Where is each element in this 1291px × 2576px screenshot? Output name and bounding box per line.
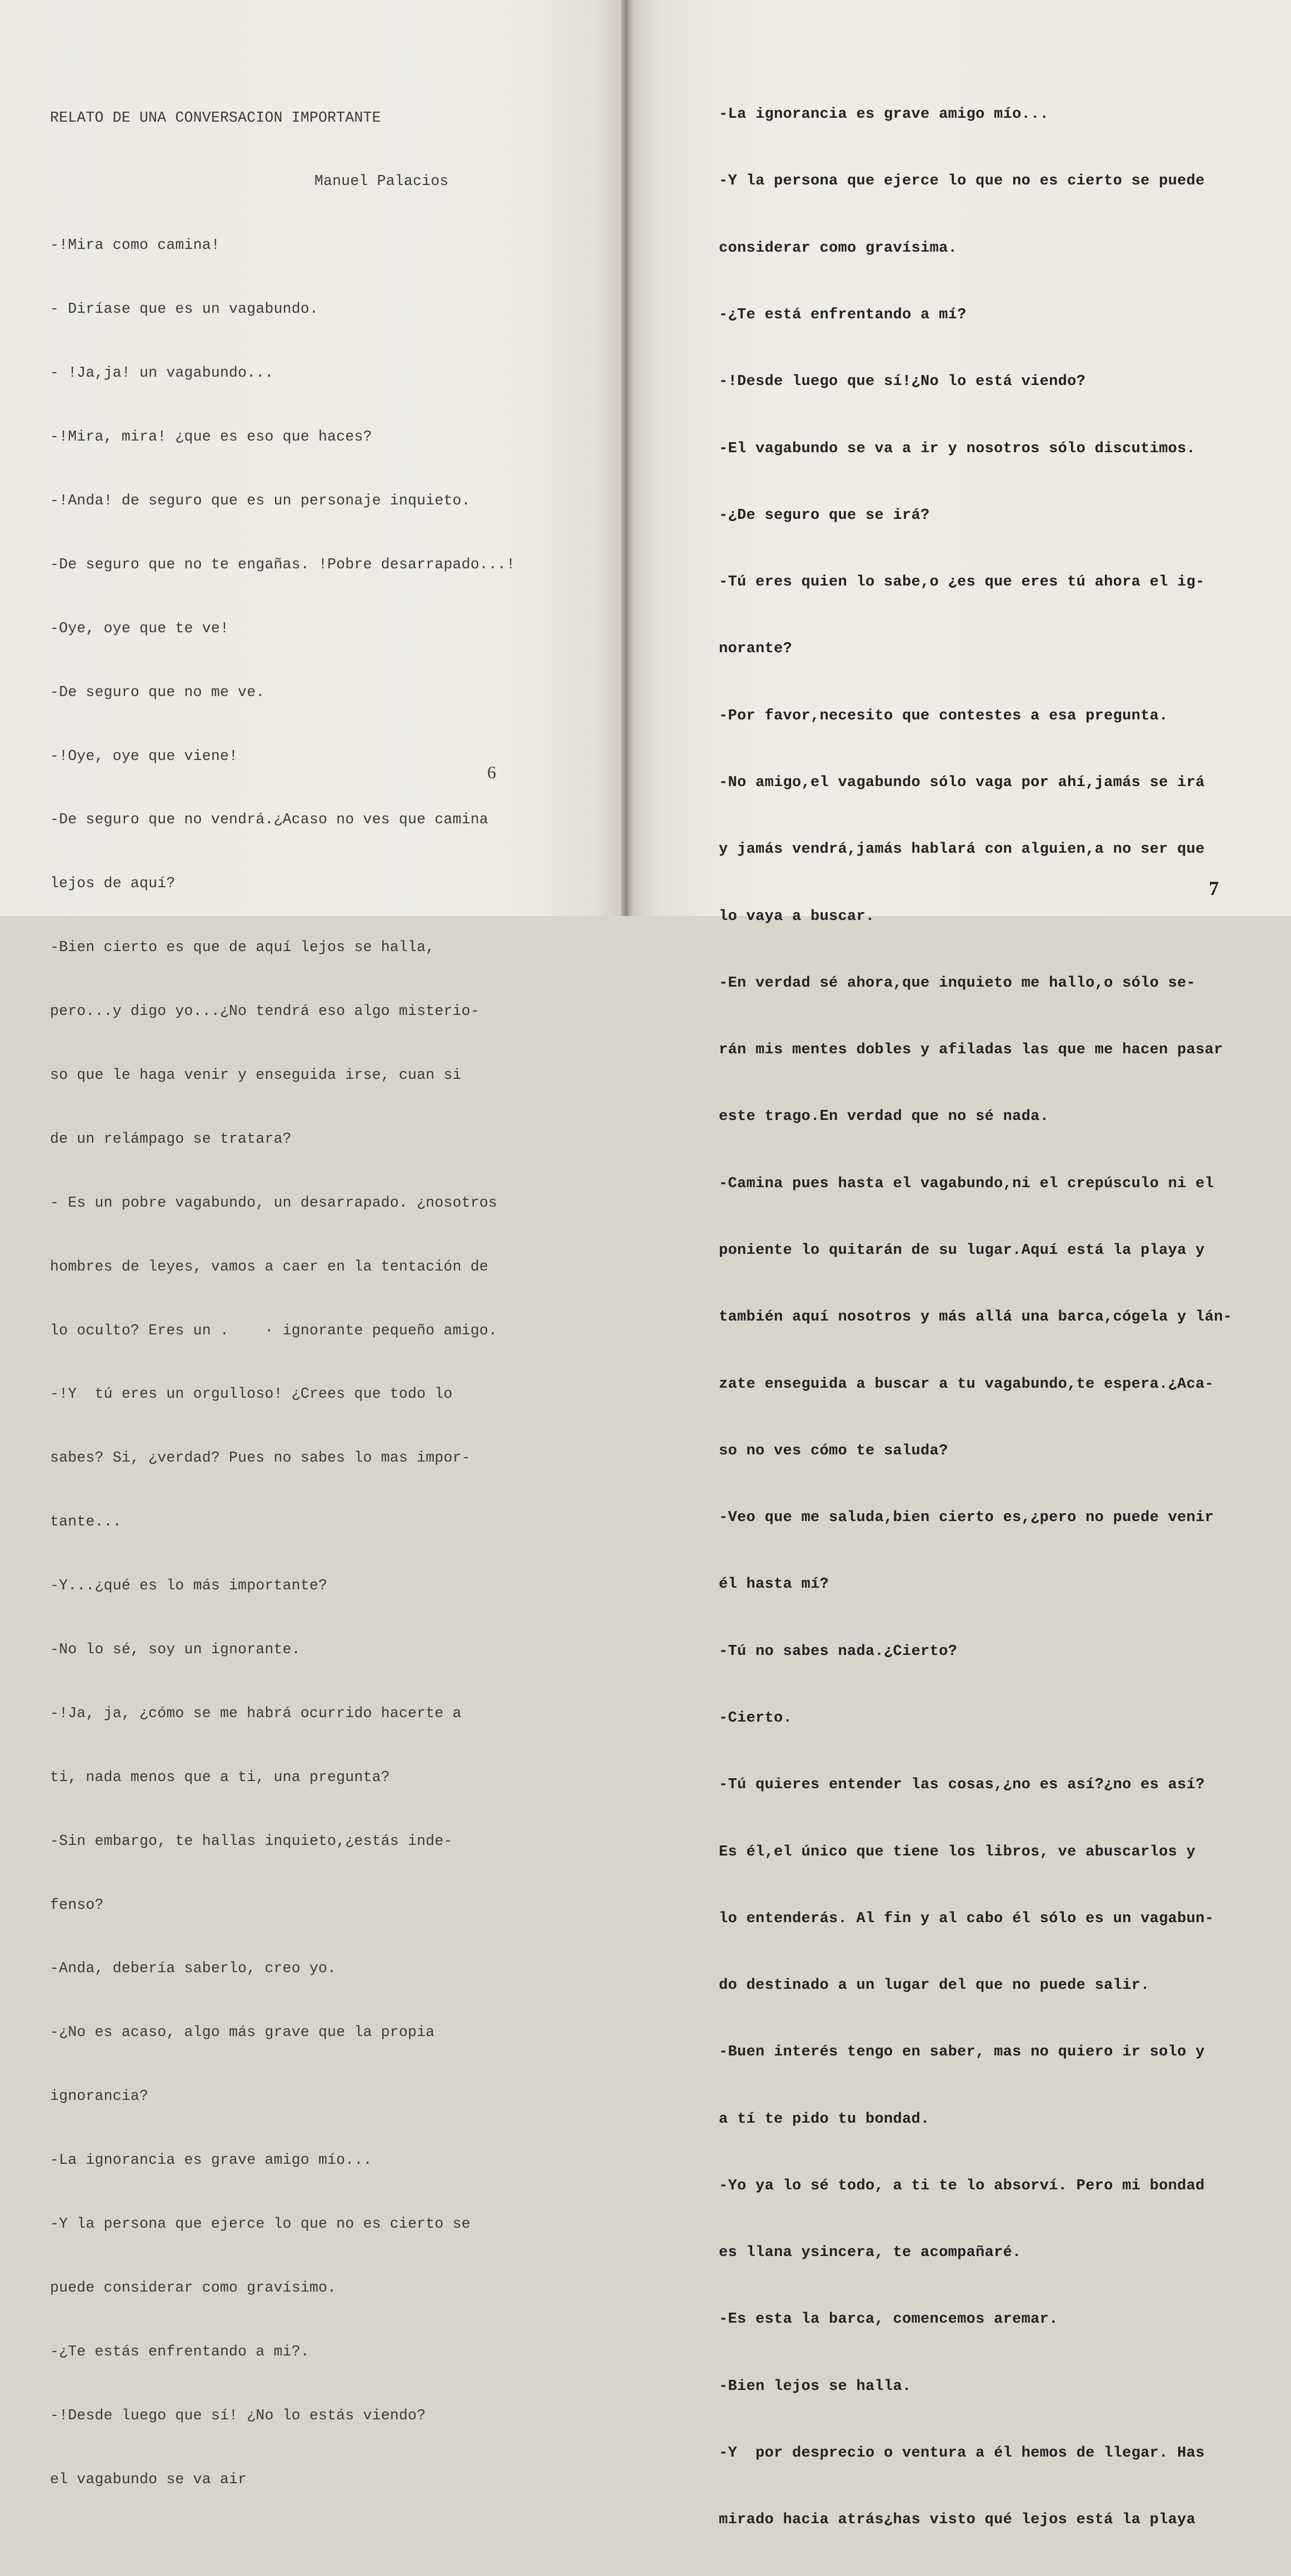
page-number: 6	[487, 762, 496, 782]
text-line: lo oculto? Eres un . · ignorante pequeño amigo.	[50, 1322, 498, 1339]
text-line: -Y la persona que ejerce lo que no es cierto se	[50, 2215, 471, 2232]
text-line: -De seguro que no te engañas. !Pobre desarrapado...!	[50, 556, 516, 573]
text-line: -Camina pues hasta el vagabundo,ni el crepúsculo ni el	[719, 1175, 1214, 1192]
text-line: mirado hacia atrás¿has visto qué lejos está la playa	[719, 2512, 1196, 2529]
text-line: -Yo ya lo sé todo, a ti te lo absorví. Pero mi bondad	[719, 2177, 1205, 2194]
left-page-text	[50, 64, 515, 2532]
text-line: -La ignorancia es grave amigo mío...	[719, 106, 1049, 123]
text-line: poniente lo quitarán de su lugar.Aquí está la playa y	[719, 1242, 1205, 1259]
text-line: es llana ysincera, te acompañaré.	[719, 2244, 1022, 2262]
text-line: considerar como gravísima.	[719, 239, 958, 257]
text-line: pero...y digo yo...¿No tendrá eso algo misterio-	[50, 1003, 479, 1020]
story-title: RELATO DE UNA CONVERSACION IMPORTANTE	[50, 109, 381, 126]
text-line: el vagabundo se va air	[50, 2470, 247, 2488]
text-line: este trago.En verdad que no sé nada.	[719, 1108, 1049, 1126]
text-line: - Diríase que es un vagabundo.	[50, 301, 319, 318]
text-line: -!Desde luego que sí!¿No lo está viendo?	[719, 373, 1086, 391]
text-line: -Oye, oye que te ve!	[50, 619, 229, 637]
text-line: -Veo que me saluda,bien cierto es,¿pero no puede venir	[719, 1509, 1214, 1527]
text-line: también aquí nosotros y más allá una barca,cógela y lán-	[719, 1309, 1233, 1326]
text-line: -!Desde luego que sí! ¿No lo estás viendo?	[50, 2407, 426, 2424]
text-line: -Tú no sabes nada.¿Cierto?	[719, 1643, 958, 1660]
text-line: -En verdad sé ahora,que inquieto me hallo,o sólo se-	[719, 974, 1196, 992]
text-line: -¿Te estás enfrentando a mi?.	[50, 2343, 309, 2360]
page-number: 7	[1209, 877, 1219, 899]
text-line: -Anda, debería saberlo, creo yo.	[50, 1960, 337, 1977]
text-line: so no ves cómo te saluda?	[719, 1442, 948, 1459]
text-line: - !Ja,ja! un vagabundo...	[50, 364, 274, 382]
text-line: y jamás vendrá,jamás hablará con alguien,a no ser que	[719, 841, 1205, 858]
text-line: ignorancia?	[50, 2088, 149, 2105]
text-line: Es él,el único que tiene los libros, ve abuscarlos y	[719, 1843, 1196, 1860]
text-line: norante?	[719, 641, 793, 658]
text-line: tante...	[50, 1513, 122, 1530]
text-line: -!Mira como camina!	[50, 237, 220, 254]
text-line: -Buen interés tengo en saber, mas no quiero ir solo y	[719, 2044, 1205, 2061]
text-line: - Es un pobre vagabundo, un desarrapado. ¿nosotros	[50, 1194, 498, 1211]
text-line: -!Mira, mira! ¿que es eso que haces?	[50, 428, 372, 446]
text-line: -Sin embargo, te hallas inquieto,¿estás inde-	[50, 1832, 453, 1849]
text-line: -Y...¿qué es lo más importante?	[50, 1577, 328, 1594]
right-page-text	[719, 59, 1232, 2576]
text-line: do destinado a un lugar del que no puede salir.	[719, 1977, 1150, 1994]
text-line: él hasta mí?	[719, 1576, 829, 1593]
text-line: -¿Te está enfrentando a mí?	[719, 307, 967, 324]
text-line: -No lo sé, soy un ignorante.	[50, 1640, 301, 1658]
text-line: -!Ja, ja, ¿cómo se me habrá ocurrido hacerte a	[50, 1704, 462, 1722]
text-line: lo vaya a buscar.	[719, 908, 875, 925]
text-line: so que le haga venir y enseguida irse, cuan si	[50, 1066, 462, 1083]
text-line: -Bien lejos se halla.	[719, 2378, 912, 2395]
text-line: -Y la persona que ejerce lo que no es cierto se puede	[719, 173, 1205, 190]
text-line: a tí te pido tu bondad.	[719, 2110, 930, 2128]
text-line: -No amigo,el vagabundo sólo vaga por ahí,jamás se irá	[719, 774, 1205, 791]
text-line: sabes? Si, ¿verdad? Pues no sabes lo mas impor-	[50, 1449, 471, 1467]
text-line: lejos de aquí?	[50, 875, 176, 892]
text-line: -Tú eres quien lo sabe,o ¿es que eres tú ahora el ig-	[719, 574, 1205, 591]
text-line: -Tú quieres entender las cosas,¿no es así?¿no es así?	[719, 1777, 1205, 1794]
text-line: -!Oye, oye que viene!	[50, 747, 238, 764]
text-line: lo entenderás. Al fin y al cabo él sólo es un vagabun-	[719, 1910, 1214, 1927]
text-line: -Y por desprecio o ventura a él hemos de llegar. Has	[719, 2445, 1205, 2462]
book-gutter	[621, 0, 633, 916]
story-author: Manuel Palacios	[314, 173, 449, 190]
text-line: puede considerar como gravísimo.	[50, 2279, 337, 2296]
text-line: -De seguro que no vendrá.¿Acaso no ves que camina	[50, 811, 489, 828]
text-line: rán mis mentes dobles y afiladas las que me hacen pasar	[719, 1042, 1223, 1059]
text-line: -!Anda! de seguro que es un personaje inquieto.	[50, 492, 471, 509]
text-line: -Cierto.	[719, 1709, 793, 1727]
text-line: zate enseguida a buscar a tu vagabundo,te espera.¿Aca-	[719, 1375, 1214, 1393]
text-line: hombres de leyes, vamos a caer en la tentación de	[50, 1258, 489, 1275]
text-line: -Bien cierto es que de aquí lejos se halla,	[50, 939, 435, 956]
text-line: -Es esta la barca, comencemos aremar.	[719, 2311, 1058, 2328]
text-line: ti, nada menos que a ti, una pregunta?	[50, 1768, 390, 1785]
text-line: -¿No es acaso, algo más grave que la propia	[50, 2024, 435, 2041]
text-line: -De seguro que no me ve.	[50, 683, 265, 701]
text-line: de un relámpago se tratara?	[50, 1130, 292, 1147]
text-line: -!Y tú eres un orgulloso! ¿Crees que todo lo	[50, 1385, 453, 1403]
text-line: -El vagabundo se va a ir y nosotros sólo discutimos.	[719, 440, 1196, 457]
text-line: -La ignorancia es grave amigo mío...	[50, 2152, 372, 2169]
text-line: fenso?	[50, 1896, 104, 1913]
text-line: -Por favor,necesito que contestes a esa pregunta.	[719, 707, 1168, 724]
text-line: -¿De seguro que se irá?	[719, 507, 930, 524]
